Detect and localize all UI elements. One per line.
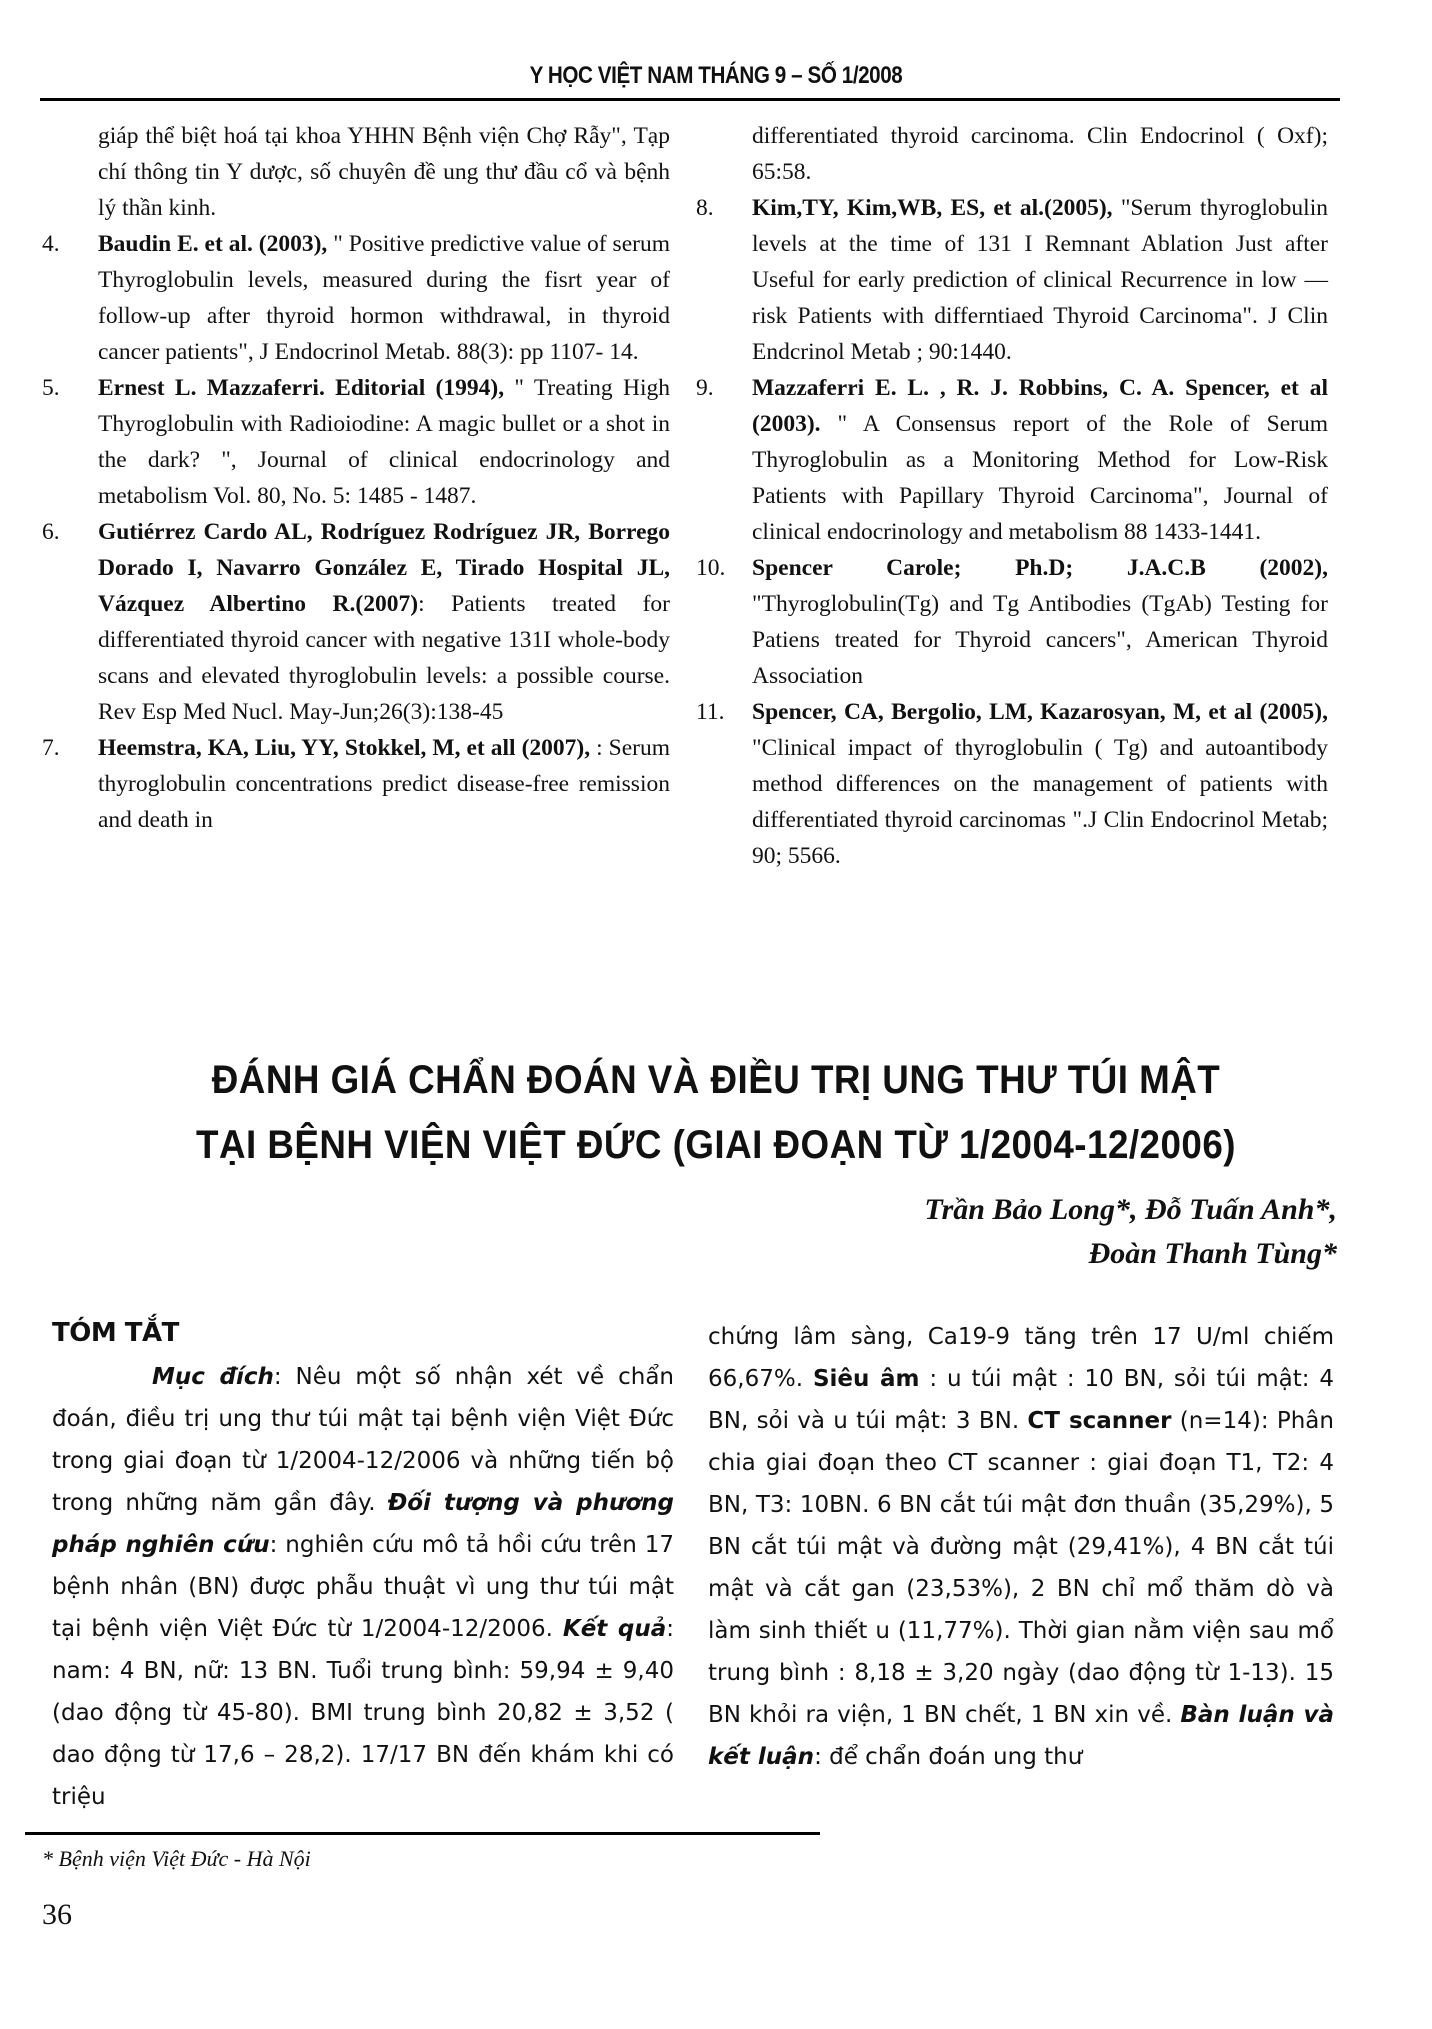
- reference-number: 7.: [42, 735, 60, 761]
- reference-authors: Mazzaferri E. L. , R. J. Robbins, C. A. Spencer, et al (2003).: [752, 375, 1328, 437]
- article-title-line-1: ĐÁNH GIÁ CHẨN ĐOÁN VÀ ĐIỀU TRỊ UNG THƯ TÚI MẬT: [211, 1058, 1221, 1102]
- header-rule: [40, 98, 1340, 101]
- reference-text: "Clinical impact of thyroglobulin ( Tg) and autoantibody method differences on the management of patients with differentiated thyroid carcinomas ".J Clin Endocrinol Metab; 90; 5566.: [752, 735, 1328, 869]
- authors-line-2: Đoàn Thanh Tùng*: [1088, 1237, 1337, 1270]
- reference-item: [42, 370, 670, 514]
- ct-text: (n=14): Phân chia giai đoạn theo CT scanner : giai đoạn T1, T2: 4 BN, T3: 10BN. 6 BN cắt túi mật đơn thuần (35,29%), 5 BN cắt túi mật và đường mật (29,41%), 4 BN cắt túi mật và cắt gan (23,53%), 2 BN chỉ mổ thăm dò và làm sinh thiết u (11,77%). Thời gian nằm viện sau mổ trung bình : 8,18 ± 3,20 ngày (dao động từ 1-13). 15 BN khỏi ra viện, 1 BN chết, 1 BN xin về.: [708, 1408, 1334, 1728]
- results-text: : nam: 4 BN, nữ: 13 BN. Tuổi trung bình: 59,94 ± 9,40 (dao động từ 45-80). BMI trung bình 20,82 ± 3,52 ( dao động từ 17,6 – 28,2). 17/17 BN đến khám khi có triệu: [52, 1616, 674, 1810]
- reference-item: [98, 118, 670, 226]
- reference-number: 9.: [696, 375, 714, 401]
- abstract-left-column: [52, 1356, 674, 1818]
- reference-number: 10.: [696, 555, 726, 581]
- reference-authors: Gutiérrez Cardo AL, Rodríguez Rodríguez JR, Borrego Dorado I, Navarro González E, Tirado Hospital JL, Vázquez Albertino R.(2007): [98, 519, 670, 617]
- running-header: Y HỌC VIỆT NAM THÁNG 9 – SỐ 1/2008: [529, 62, 903, 89]
- reference-text: : Patients treated for differentiated thyroid cancer with negative 131I whole-body scans and elevated thyroglobulin levels: a possible course. Rev Esp Med Nucl. May-Jun;26(3):138-45: [98, 591, 670, 725]
- reference-item: [696, 370, 1328, 550]
- reference-authors: Spencer, CA, Bergolio, LM, Kazarosyan, M, et al (2005),: [752, 699, 1328, 725]
- reference-item: [696, 550, 1328, 694]
- reference-text: "Serum thyroglobulin levels at the time of 131 I Remnant Ablation Just after Useful for early prediction of clinical Recurrence in low —risk Patients with differntiaed Thyroid Carcinoma". J Clin Endcrinol Metab ; 90:1440.: [752, 195, 1328, 365]
- reference-authors: Heemstra, KA, Liu, YY, Stokkel, M, et all (2007),: [98, 735, 591, 761]
- references-right-column: [696, 118, 1328, 874]
- reference-item: [42, 730, 670, 838]
- footnote-rule: [25, 1832, 820, 1835]
- reference-number: 5.: [42, 375, 60, 401]
- reference-item: [752, 118, 1328, 190]
- reference-text: "Thyroglobulin(Tg) and Tg Antibodies (TgAb) Testing for Patiens treated for Thyroid cancers", American Thyroid Association: [752, 591, 1328, 689]
- discussion-text: : để chẩn đoán ung thư: [814, 1744, 1083, 1770]
- reference-text: " A Consensus report of the Role of Serum Thyroglobulin as a Monitoring Method for Low-Risk Patients with Papillary Thyroid Carcinoma", Journal of clinical endocrinology and metabolism 88 1433-1441.: [752, 411, 1328, 545]
- reference-item: [42, 514, 670, 730]
- reference-authors: Ernest L. Mazzaferri. Editorial (1994),: [98, 375, 505, 401]
- authors: [924, 1188, 1337, 1276]
- reference-item: [696, 190, 1328, 370]
- results-label: Kết quả: [562, 1616, 667, 1642]
- reference-text: : Serum thyroglobulin concentrations predict disease-free remission and death in: [98, 735, 670, 833]
- methods-label: Đối tượng và phương pháp nghiên cứu: [52, 1490, 674, 1558]
- purpose-text: : Nêu một số nhận xét về chẩn đoán, điều trị ung thư túi mật tại bệnh viện Việt Đức trong giai đoạn từ 1/2004-12/2006 và những tiến bộ trong những năm gần đây.: [52, 1364, 674, 1516]
- ct-label: CT scanner: [1027, 1408, 1172, 1434]
- discussion-label: Bàn luận và kết luận: [708, 1702, 1334, 1770]
- reference-authors: Baudin E. et al. (2003),: [98, 231, 328, 257]
- reference-text: " Treating High Thyroglobulin with Radioiodine: A magic bullet or a shot in the dark? ", Journal of clinical endocrinology and metabolism Vol. 80, No. 5: 1485 - 1487.: [98, 375, 670, 509]
- ultrasound-label: Siêu âm: [812, 1366, 920, 1392]
- reference-text: giáp thể biệt hoá tại khoa YHHN Bệnh viện Chợ Rẫy", Tạp chí thông tin Y dược, số chuyên đề ung thư đầu cổ và bệnh lý thần kinh.: [98, 123, 670, 221]
- reference-number: 8.: [696, 195, 714, 221]
- affiliation-footnote: * Bệnh viện Việt Đức - Hà Nội: [42, 1846, 311, 1871]
- reference-item: [696, 694, 1328, 874]
- abstract-heading: TÓM TẮT: [52, 1318, 179, 1348]
- references-left-column: [42, 118, 670, 838]
- reference-number: 4.: [42, 231, 60, 257]
- results-text-cont: chứng lâm sàng, Ca19-9 tăng trên 17 U/ml chiếm 66,67%.: [708, 1324, 1334, 1392]
- ultrasound-text: : u túi mật : 10 BN, sỏi túi mật: 4 BN, sỏi và u túi mật: 3 BN.: [708, 1366, 1335, 1434]
- reference-item: [42, 226, 670, 370]
- reference-text: differentiated thyroid carcinoma. Clin Endocrinol ( Oxf); 65:58.: [752, 123, 1328, 185]
- methods-text: : nghiên cứu mô tả hồi cứu trên 17 bệnh nhân (BN) được phẫu thuật vì ung thư túi mật tại bệnh viện Việt Đức từ 1/2004-12/2006.: [52, 1532, 674, 1642]
- reference-number: 11.: [696, 699, 725, 725]
- article-title-line-2: TẠI BỆNH VIỆN VIỆT ĐỨC (GIAI ĐOẠN TỪ 1/2004-12/2006): [195, 1123, 1236, 1167]
- reference-authors: Spencer Carole; Ph.D; J.A.C.B (2002),: [752, 555, 1328, 581]
- authors-line-1: Trần Bảo Long*, Đỗ Tuấn Anh*,: [924, 1193, 1337, 1226]
- reference-authors: Kim,TY, Kim,WB, ES, et al.(2005),: [752, 195, 1113, 221]
- reference-text: " Positive predictive value of serum Thyroglobulin levels, measured during the fisrt year of follow-up after thyroid hormon withdrawal, in thyroid cancer patients", J Endocrinol Metab. 88(3): pp 1107- 14.: [98, 231, 670, 365]
- purpose-label: Mục đích: [152, 1364, 274, 1390]
- reference-number: 6.: [42, 519, 60, 545]
- page-number: 36: [42, 1898, 72, 1931]
- abstract-right-column: [708, 1316, 1334, 1778]
